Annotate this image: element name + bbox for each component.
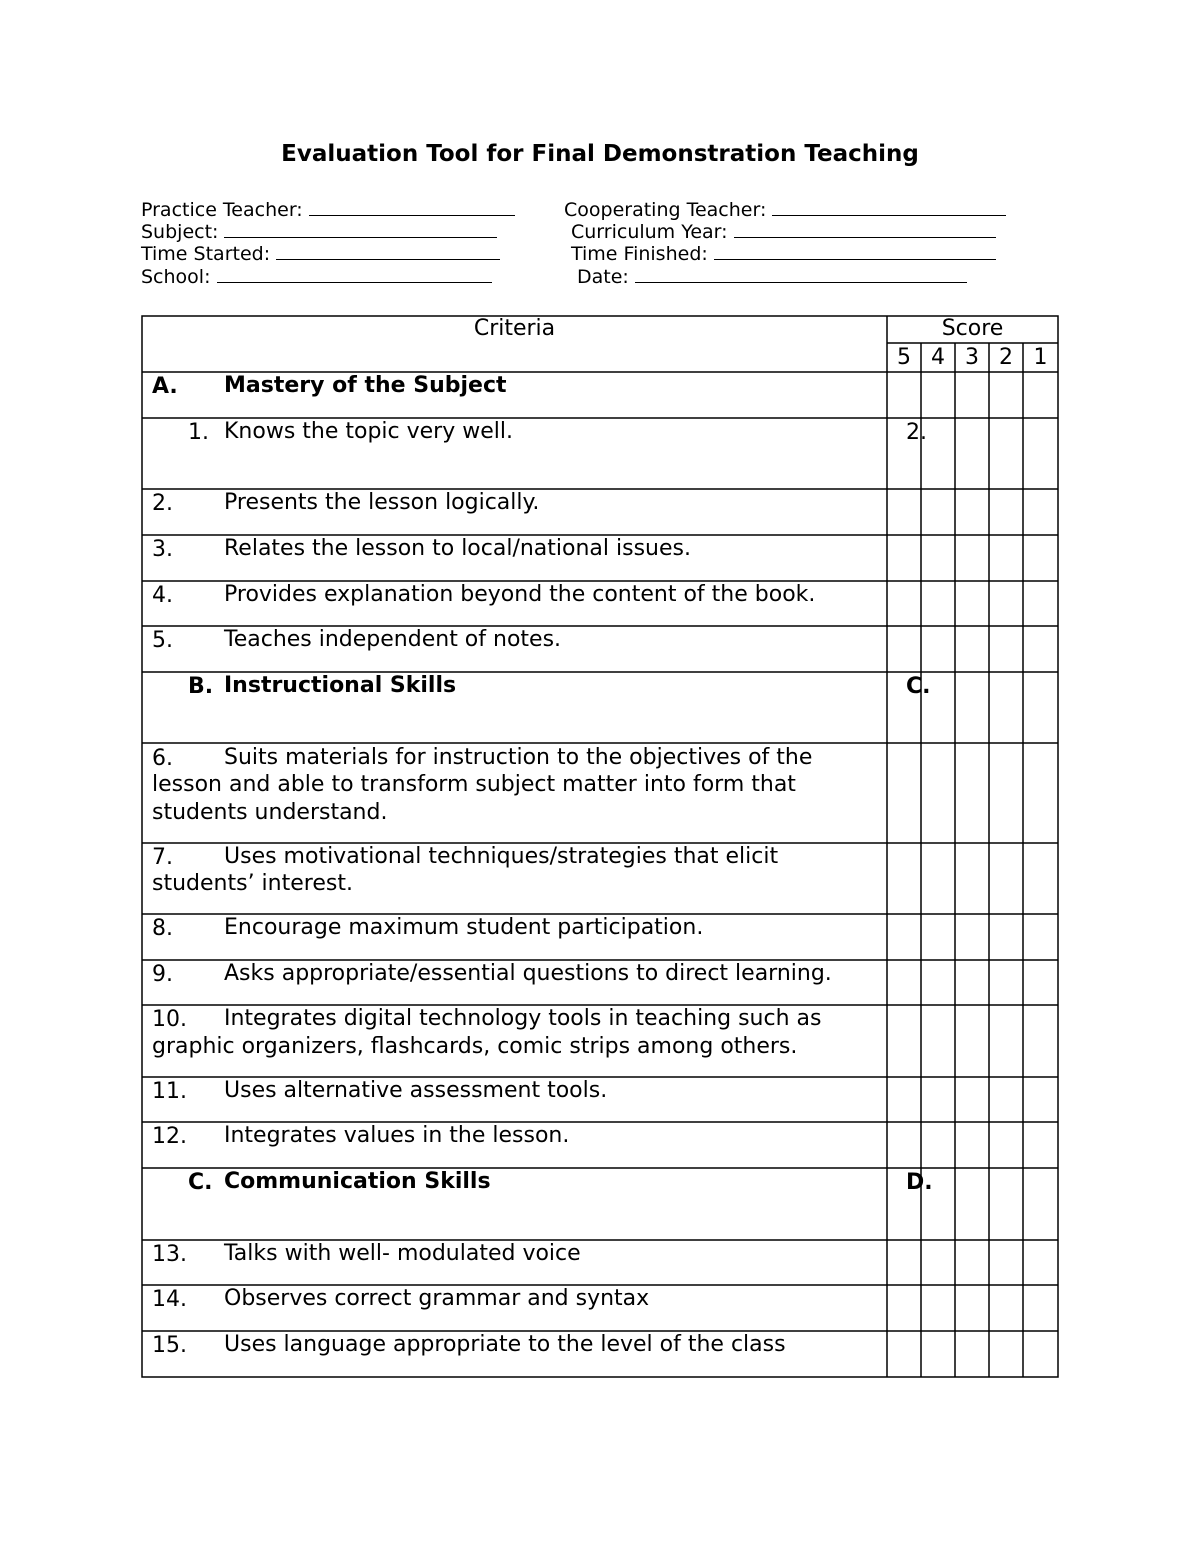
school-line[interactable] xyxy=(217,264,492,283)
subject-field[interactable] xyxy=(141,219,497,243)
item-12-text: Integrates values in the lesson. xyxy=(224,1123,570,1148)
item-10-line-1: Integrates digital technology tools in teaching such as xyxy=(224,1006,822,1031)
score-header: Score xyxy=(941,316,1004,341)
page-title: Evaluation Tool for Final Demonstration Teaching xyxy=(281,141,919,167)
section-a-label: Mastery of the Subject xyxy=(224,373,507,398)
item-11-text: Uses alternative assessment tools. xyxy=(224,1078,608,1103)
item-4-number: 4. xyxy=(152,583,173,608)
item-5-text: Teaches independent of notes. xyxy=(224,627,562,652)
time-finished-line[interactable] xyxy=(714,241,996,260)
item-10-line-2: graphic organizers, flashcards, comic strips among others. xyxy=(152,1034,798,1059)
item-8-number: 8. xyxy=(152,916,173,941)
curriculum-year-line[interactable] xyxy=(734,219,996,238)
item-13-number: 13. xyxy=(152,1242,187,1267)
score-level-4: 4 xyxy=(931,345,945,370)
item-15-number: 15. xyxy=(152,1333,187,1358)
cooperating-teacher-field[interactable] xyxy=(564,197,1006,221)
item-1-stray-mark: 2. xyxy=(906,420,927,445)
item-3-number: 3. xyxy=(152,537,173,562)
item-10-number: 10. xyxy=(152,1007,187,1032)
item-8-text: Encourage maximum student participation. xyxy=(224,915,704,940)
criteria-header: Criteria xyxy=(473,316,556,341)
time-started-label: Time Started: xyxy=(141,243,271,265)
item-6-number: 6. xyxy=(152,746,173,771)
subject-line[interactable] xyxy=(224,219,497,238)
section-b-letter: B. xyxy=(188,674,214,699)
practice-teacher-line[interactable] xyxy=(309,197,515,216)
cooperating-teacher-label: Cooperating Teacher: xyxy=(564,199,767,221)
item-13-text: Talks with well- modulated voice xyxy=(224,1241,581,1266)
item-11-number: 11. xyxy=(152,1079,187,1104)
time-started-field[interactable] xyxy=(141,241,500,265)
item-5-number: 5. xyxy=(152,628,173,653)
practice-teacher-field[interactable] xyxy=(141,197,515,221)
item-7-line-2: students’ interest. xyxy=(152,871,353,896)
score-level-5: 5 xyxy=(897,345,911,370)
date-line[interactable] xyxy=(635,264,967,283)
item-7-number: 7. xyxy=(152,845,173,870)
item-9-number: 9. xyxy=(152,962,173,987)
cooperating-teacher-line[interactable] xyxy=(772,197,1006,216)
curriculum-year-field[interactable] xyxy=(571,219,996,243)
curriculum-year-label: Curriculum Year: xyxy=(571,221,728,243)
section-b-label: Instructional Skills xyxy=(224,673,457,698)
school-field[interactable] xyxy=(141,264,492,288)
section-a-letter: A. xyxy=(152,374,178,399)
score-level-3: 3 xyxy=(965,345,979,370)
section-c-letter: C. xyxy=(188,1170,213,1195)
item-1-number: 1. xyxy=(188,420,209,445)
item-9-text: Asks appropriate/essential questions to direct learning. xyxy=(224,961,832,986)
item-6-line-2: lesson and able to transform subject matter into form that xyxy=(152,772,796,797)
item-4-text: Provides explanation beyond the content of the book. xyxy=(224,582,816,607)
time-finished-field[interactable] xyxy=(571,241,996,265)
item-1-text: Knows the topic very well. xyxy=(224,419,513,444)
date-label: Date: xyxy=(577,266,629,288)
item-14-number: 14. xyxy=(152,1287,187,1312)
time-finished-label: Time Finished: xyxy=(571,243,708,265)
subject-label: Subject: xyxy=(141,221,219,243)
score-level-1: 1 xyxy=(1033,345,1048,370)
section-b-stray-mark: C. xyxy=(906,674,931,699)
item-12-number: 12. xyxy=(152,1124,187,1149)
item-14-text: Observes correct grammar and syntax xyxy=(224,1286,650,1311)
item-6-line-3: students understand. xyxy=(152,800,388,825)
item-6-line-1: Suits materials for instruction to the objectives of the xyxy=(224,745,813,770)
school-label: School: xyxy=(141,266,211,288)
item-2-number: 2. xyxy=(152,491,173,516)
item-2-text: Presents the lesson logically. xyxy=(224,490,540,515)
time-started-line[interactable] xyxy=(276,241,500,260)
item-15-text: Uses language appropriate to the level of the class xyxy=(224,1332,786,1357)
practice-teacher-label: Practice Teacher: xyxy=(141,199,303,221)
date-field[interactable] xyxy=(577,264,967,288)
section-c-label: Communication Skills xyxy=(224,1169,491,1194)
section-c-stray-mark: D. xyxy=(906,1170,933,1195)
item-7-line-1: Uses motivational techniques/strategies that elicit xyxy=(224,844,779,869)
item-3-text: Relates the lesson to local/national issues. xyxy=(224,536,691,561)
score-level-2: 2 xyxy=(999,345,1013,370)
